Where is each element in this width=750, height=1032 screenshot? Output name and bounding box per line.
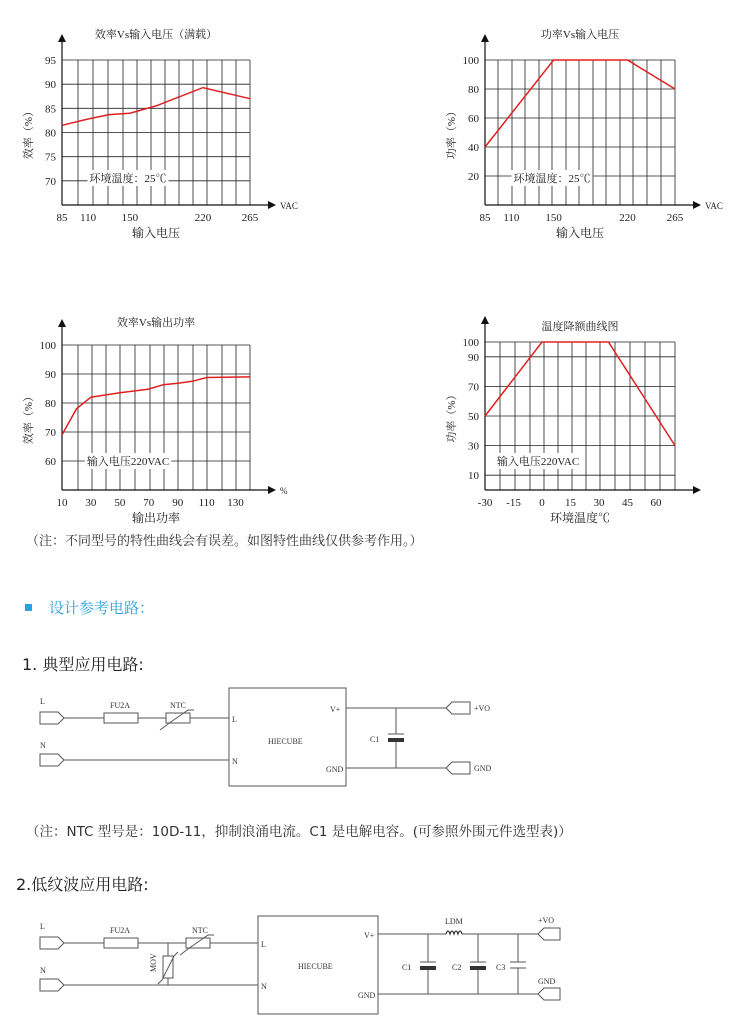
section-bullet-icon (25, 604, 32, 611)
circuit1-pin-vplus: V+ (330, 705, 341, 714)
circuit2-inductor (446, 931, 462, 934)
curve-note: （注：不同型号的特性曲线会有误差。如图特性曲线仅供参考作用。） (26, 534, 423, 549)
chart-title: 温度降额曲线图 (541, 321, 619, 333)
x-axis-arrow-icon (693, 486, 701, 494)
chart-svg (420, 300, 740, 530)
series-line (485, 342, 675, 446)
y-tick-label: 100 (462, 337, 479, 349)
circuit2-pin-gnd: GND (358, 991, 376, 1000)
section-title: 设计参考电路： (49, 599, 155, 617)
x-tick-label: 85 (479, 212, 491, 224)
circuit2-label-ntc: NTC (192, 926, 208, 935)
circuit1-svg (0, 680, 750, 800)
circuit2-label-l: L (40, 922, 45, 931)
chart-title: 效率Vs输出功率 (116, 317, 196, 329)
circuit1-fuse (104, 713, 138, 723)
series-line (485, 60, 675, 147)
circuit1-terminal-n (40, 754, 64, 766)
x-tick-label: 10 (56, 497, 68, 509)
x-tick-label: 30 (85, 497, 97, 509)
chart-svg (0, 0, 310, 250)
y-tick-label: 70 (45, 175, 56, 188)
y-tick-label: 70 (45, 427, 56, 439)
y-tick-label: 30 (468, 440, 479, 453)
y-axis-label: 功率（%） (446, 389, 458, 443)
circuit1-terminal-gnd (446, 762, 470, 774)
chart-svg (0, 300, 310, 530)
x-tick-label: -15 (506, 497, 521, 509)
circuit1-label-fuse: FU2A (110, 701, 131, 710)
circuit1-label-c1: C1 (370, 735, 380, 744)
circuit1-label-ntc: NTC (170, 701, 186, 710)
circuit2-svg (0, 906, 750, 1028)
circuit1-terminal-l (40, 712, 64, 724)
y-tick-label: 95 (45, 55, 56, 67)
y-axis-arrow-icon (481, 316, 489, 324)
y-tick-label: 10 (468, 470, 479, 483)
circuit1-label-vo: +VO (474, 704, 491, 713)
y-tick-label: 100 (462, 55, 479, 67)
chart-title: 效率Vs输入电压（满载） (94, 29, 218, 41)
y-tick-label: 40 (468, 142, 479, 154)
circuit2-label-vo: +VO (538, 916, 555, 925)
circuit2-terminal-gnd (538, 988, 560, 1000)
x-axis-label: 输入电压 (131, 226, 181, 240)
chart-temperature-derating (420, 300, 740, 530)
circuit1-label-n: N (40, 741, 46, 750)
circuit2-c2-plate (470, 966, 486, 970)
x-tick-label: 130 (227, 497, 244, 509)
chart-efficiency-vs-output-power (0, 300, 310, 530)
y-tick-label: 90 (45, 369, 56, 381)
y-axis-label: 功率（%） (446, 105, 458, 160)
x-tick-label: 110 (503, 212, 520, 224)
circuit2-terminal-l (40, 937, 64, 949)
circuit1-pin-gnd: GND (326, 765, 344, 774)
x-unit-label: VAC (280, 201, 298, 211)
y-axis-label: 效率（%） (23, 105, 35, 160)
circuit1-module-label: HIECUBE (268, 737, 303, 746)
y-tick-label: 85 (45, 103, 56, 116)
x-axis-label: 输入电压 (555, 226, 605, 240)
y-tick-label: 90 (45, 79, 56, 92)
circuit2-heading: 2.低纹波应用电路: (16, 875, 149, 894)
x-axis-arrow-icon (268, 201, 276, 209)
chart-efficiency-vs-input-voltage (0, 0, 310, 250)
y-tick-label: 50 (468, 411, 479, 423)
x-tick-label: 0 (539, 497, 545, 509)
circuit1-note: （注：NTC 型号是：10D-11，抑制浪涌电流。C1 是电解电容。(可参照外围元件选型表)） (26, 824, 572, 840)
chart-power-vs-input-voltage (420, 0, 740, 250)
x-tick-label: 30 (593, 497, 605, 509)
circuit2-terminal-vo (538, 928, 560, 940)
circuit1-cap-plate (388, 738, 404, 742)
y-tick-label: 100 (39, 340, 56, 352)
x-axis-arrow-icon (693, 201, 701, 209)
y-axis-arrow-icon (58, 319, 66, 327)
y-tick-label: 60 (468, 113, 479, 125)
circuit2-module-label: HIECUBE (298, 962, 333, 971)
y-tick-label: 80 (468, 84, 479, 96)
x-tick-label: 110 (80, 212, 97, 224)
chart-annotation: 环境温度：25℃ (513, 173, 591, 185)
x-tick-label: 50 (114, 497, 126, 509)
circuit2-pin-l: L (261, 940, 266, 949)
y-tick-label: 80 (45, 398, 56, 410)
circuit2-label-gnd: GND (538, 977, 556, 986)
x-axis-label: 输出功率 (131, 511, 181, 525)
x-tick-label: 150 (121, 212, 139, 224)
x-tick-label: 110 (198, 497, 215, 509)
circuit1-terminal-vo (446, 702, 470, 714)
circuit2-pin-n: N (261, 982, 267, 991)
circuit1-diagram (0, 680, 750, 804)
circuit1-heading: 1. 典型应用电路: (22, 655, 144, 674)
chart-title: 功率Vs输入电压 (540, 29, 620, 41)
y-axis-arrow-icon (481, 34, 489, 42)
circuit1-pin-l: L (232, 715, 237, 724)
x-tick-label: 85 (56, 212, 68, 224)
x-tick-label: 90 (172, 497, 184, 509)
circuit1-pin-n: N (232, 757, 238, 766)
circuit1-ntc (166, 713, 190, 723)
circuit2-fuse (104, 938, 138, 948)
circuit2-label-c2: C2 (452, 963, 462, 972)
y-tick-label: 60 (45, 456, 56, 468)
circuit2-label-fuse: FU2A (110, 926, 131, 935)
y-tick-label: 80 (45, 127, 56, 140)
x-tick-label: 150 (545, 212, 562, 224)
x-tick-label: 265 (666, 212, 684, 224)
y-axis-label: 效率（%） (23, 390, 35, 445)
x-unit-label: VAC (705, 201, 723, 211)
circuit2-label-c3: C3 (496, 963, 506, 972)
chart-svg (420, 0, 740, 250)
circuit2-label-ldm: LDM (445, 917, 463, 926)
x-tick-label: 220 (619, 212, 636, 224)
x-tick-label: 70 (143, 497, 155, 509)
y-tick-label: 75 (45, 151, 56, 164)
circuit2-diagram (0, 906, 750, 1032)
circuit2-c1-plate (420, 966, 436, 970)
circuit1-label-gnd: GND (474, 764, 492, 773)
x-tick-label: 60 (650, 497, 662, 509)
chart-annotation: 环境温度：25℃ (89, 173, 167, 185)
circuit2-label-c1: C1 (402, 963, 412, 972)
circuit1-label-l: L (40, 697, 45, 706)
y-axis-arrow-icon (58, 34, 66, 42)
x-tick-label: 45 (622, 497, 633, 509)
circuit2-label-n: N (40, 966, 46, 975)
circuit2-label-mov: MOV (149, 953, 158, 972)
x-tick-label: 265 (241, 212, 259, 224)
x-axis-label: 环境温度℃ (549, 511, 611, 525)
x-tick-label: 15 (565, 497, 576, 509)
y-tick-label: 70 (468, 381, 479, 394)
x-unit-label: % (280, 486, 288, 496)
y-tick-label: 20 (468, 171, 479, 183)
chart-annotation: 输入电压220VAC (86, 456, 170, 468)
x-tick-label: -30 (477, 497, 493, 509)
x-axis-arrow-icon (268, 486, 276, 494)
circuit2-terminal-n (40, 979, 64, 991)
y-tick-label: 90 (468, 351, 479, 364)
circuit2-pin-vplus: V+ (364, 931, 375, 940)
x-tick-label: 220 (194, 212, 212, 224)
circuit2-ntc (186, 938, 210, 948)
chart-annotation: 输入电压220VAC (496, 456, 580, 468)
